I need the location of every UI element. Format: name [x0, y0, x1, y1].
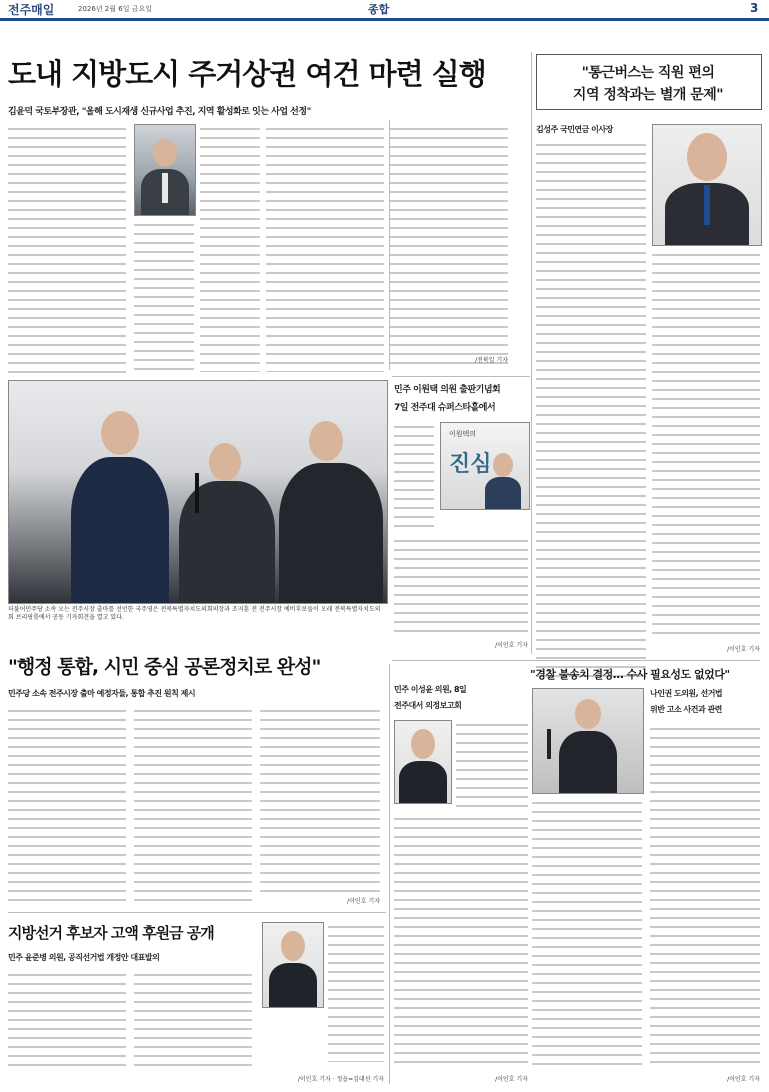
investigation-body-col1	[532, 798, 642, 1070]
column-divider	[531, 52, 532, 654]
investigation-subhead-2: 위반 고소 사건과 관련	[650, 705, 722, 714]
sponsor-byline: /이인호 기자 · 정읍=김대선 기자	[297, 1076, 384, 1083]
unification-byline: /이인호 기자	[347, 898, 380, 905]
press-byline: /이인호 기자	[495, 1076, 528, 1083]
main-subhead: 김윤덕 국토부장관, "올해 도시재생 신규사업 추진, 지역 활성화로 잇는 사업 선정"	[8, 107, 311, 117]
issue-date: 2026년 2월 6일 금요일	[78, 5, 152, 13]
paper-name: 전주매일	[8, 3, 55, 17]
interview-body-col2	[652, 250, 760, 640]
main-headline: 도내 지방도시 주거상권 여건 마련 실행	[8, 57, 486, 91]
lawmaker-portrait	[394, 720, 452, 804]
press-header-1: 민주 이성윤 의원, 8일	[394, 685, 467, 694]
section-name: 종합	[368, 3, 390, 16]
press-body-col1	[456, 720, 528, 810]
sponsor-body-col2	[134, 970, 252, 1070]
minister-portrait	[134, 124, 196, 216]
interview-byline: /이인호 기자	[727, 646, 760, 653]
book-body-col1	[394, 422, 434, 532]
investigation-body-col2	[650, 724, 760, 1070]
interview-headline-2: 지역 정착과는 별개 문제"	[572, 87, 724, 103]
interview-name: 김성주 국민연금 이사장	[536, 125, 613, 134]
press-body-col2	[394, 814, 528, 1070]
councillor-photo	[532, 688, 644, 794]
interview-body-col1	[536, 140, 646, 680]
sponsor-top-rule	[8, 912, 386, 913]
book-body-col2	[394, 536, 528, 636]
main-body-col2	[134, 220, 194, 372]
investigation-top-rule	[392, 660, 760, 661]
book-header-2: 7일 전주대 슈퍼스타홀에서	[394, 403, 496, 413]
sponsor-headline: 지방선거 후보자 고액 후원금 공개	[8, 924, 214, 942]
press-conference-photo	[8, 380, 388, 604]
sponsor-subhead: 민주 윤준병 의원, 공직선거법 개정안 대표발의	[8, 953, 160, 962]
press-header-2: 전주대서 의정보고회	[394, 701, 462, 710]
interviewee-portrait	[652, 124, 762, 246]
book-top-rule	[392, 376, 530, 377]
sponsor-body-col1	[8, 970, 126, 1070]
investigation-subhead-1: 나인권 도의원, 선거법	[650, 689, 723, 698]
book-title-label: 진심	[449, 452, 492, 477]
book-byline: /이인호 기자	[495, 642, 528, 649]
main-body-col2b	[200, 124, 260, 372]
main-body-col1	[8, 124, 126, 374]
unification-body-col1	[8, 706, 126, 902]
unification-body-col3	[260, 706, 380, 892]
investigation-byline: /이인호 기자	[727, 1076, 760, 1083]
unification-body-col2	[134, 706, 252, 902]
main-photo-caption: 더불어민주당 소속 오는 전주시장 출마를 선언한 국주영은 전북특별자치도의회의장과 조지훈 전 전주시장 예비후보들이 오래 전북특별자치도의회 브리핑룸에서 공동 기자회견을 열고 있다.	[8, 606, 381, 621]
interview-headline-1: "통근버스는 직원 편의	[581, 65, 715, 81]
investigation-headline: "경찰 불송치 결정… 수사 필요성도 없었다"	[530, 668, 730, 681]
sponsor-body-col3	[328, 922, 384, 1062]
unification-headline: "행정 통합, 시민 중심 공론정치로 완성"	[8, 656, 321, 678]
main-body-col3	[266, 124, 384, 372]
book-author-label: 이원택의	[449, 430, 477, 438]
column-divider	[389, 120, 390, 370]
main-byline: /전북일 기자	[475, 357, 508, 364]
sponsor-lawmaker-portrait	[262, 922, 324, 1008]
unification-subhead: 민주당 소속 전주시장 출마 예정자들, 통합 추진 원칙 제시	[8, 689, 196, 698]
page-number: 3	[750, 1, 759, 15]
column-divider	[389, 664, 390, 1084]
book-header-1: 민주 이원택 의원 출판기념회	[394, 385, 501, 395]
main-body-col4	[390, 124, 508, 364]
book-cover	[440, 422, 530, 510]
